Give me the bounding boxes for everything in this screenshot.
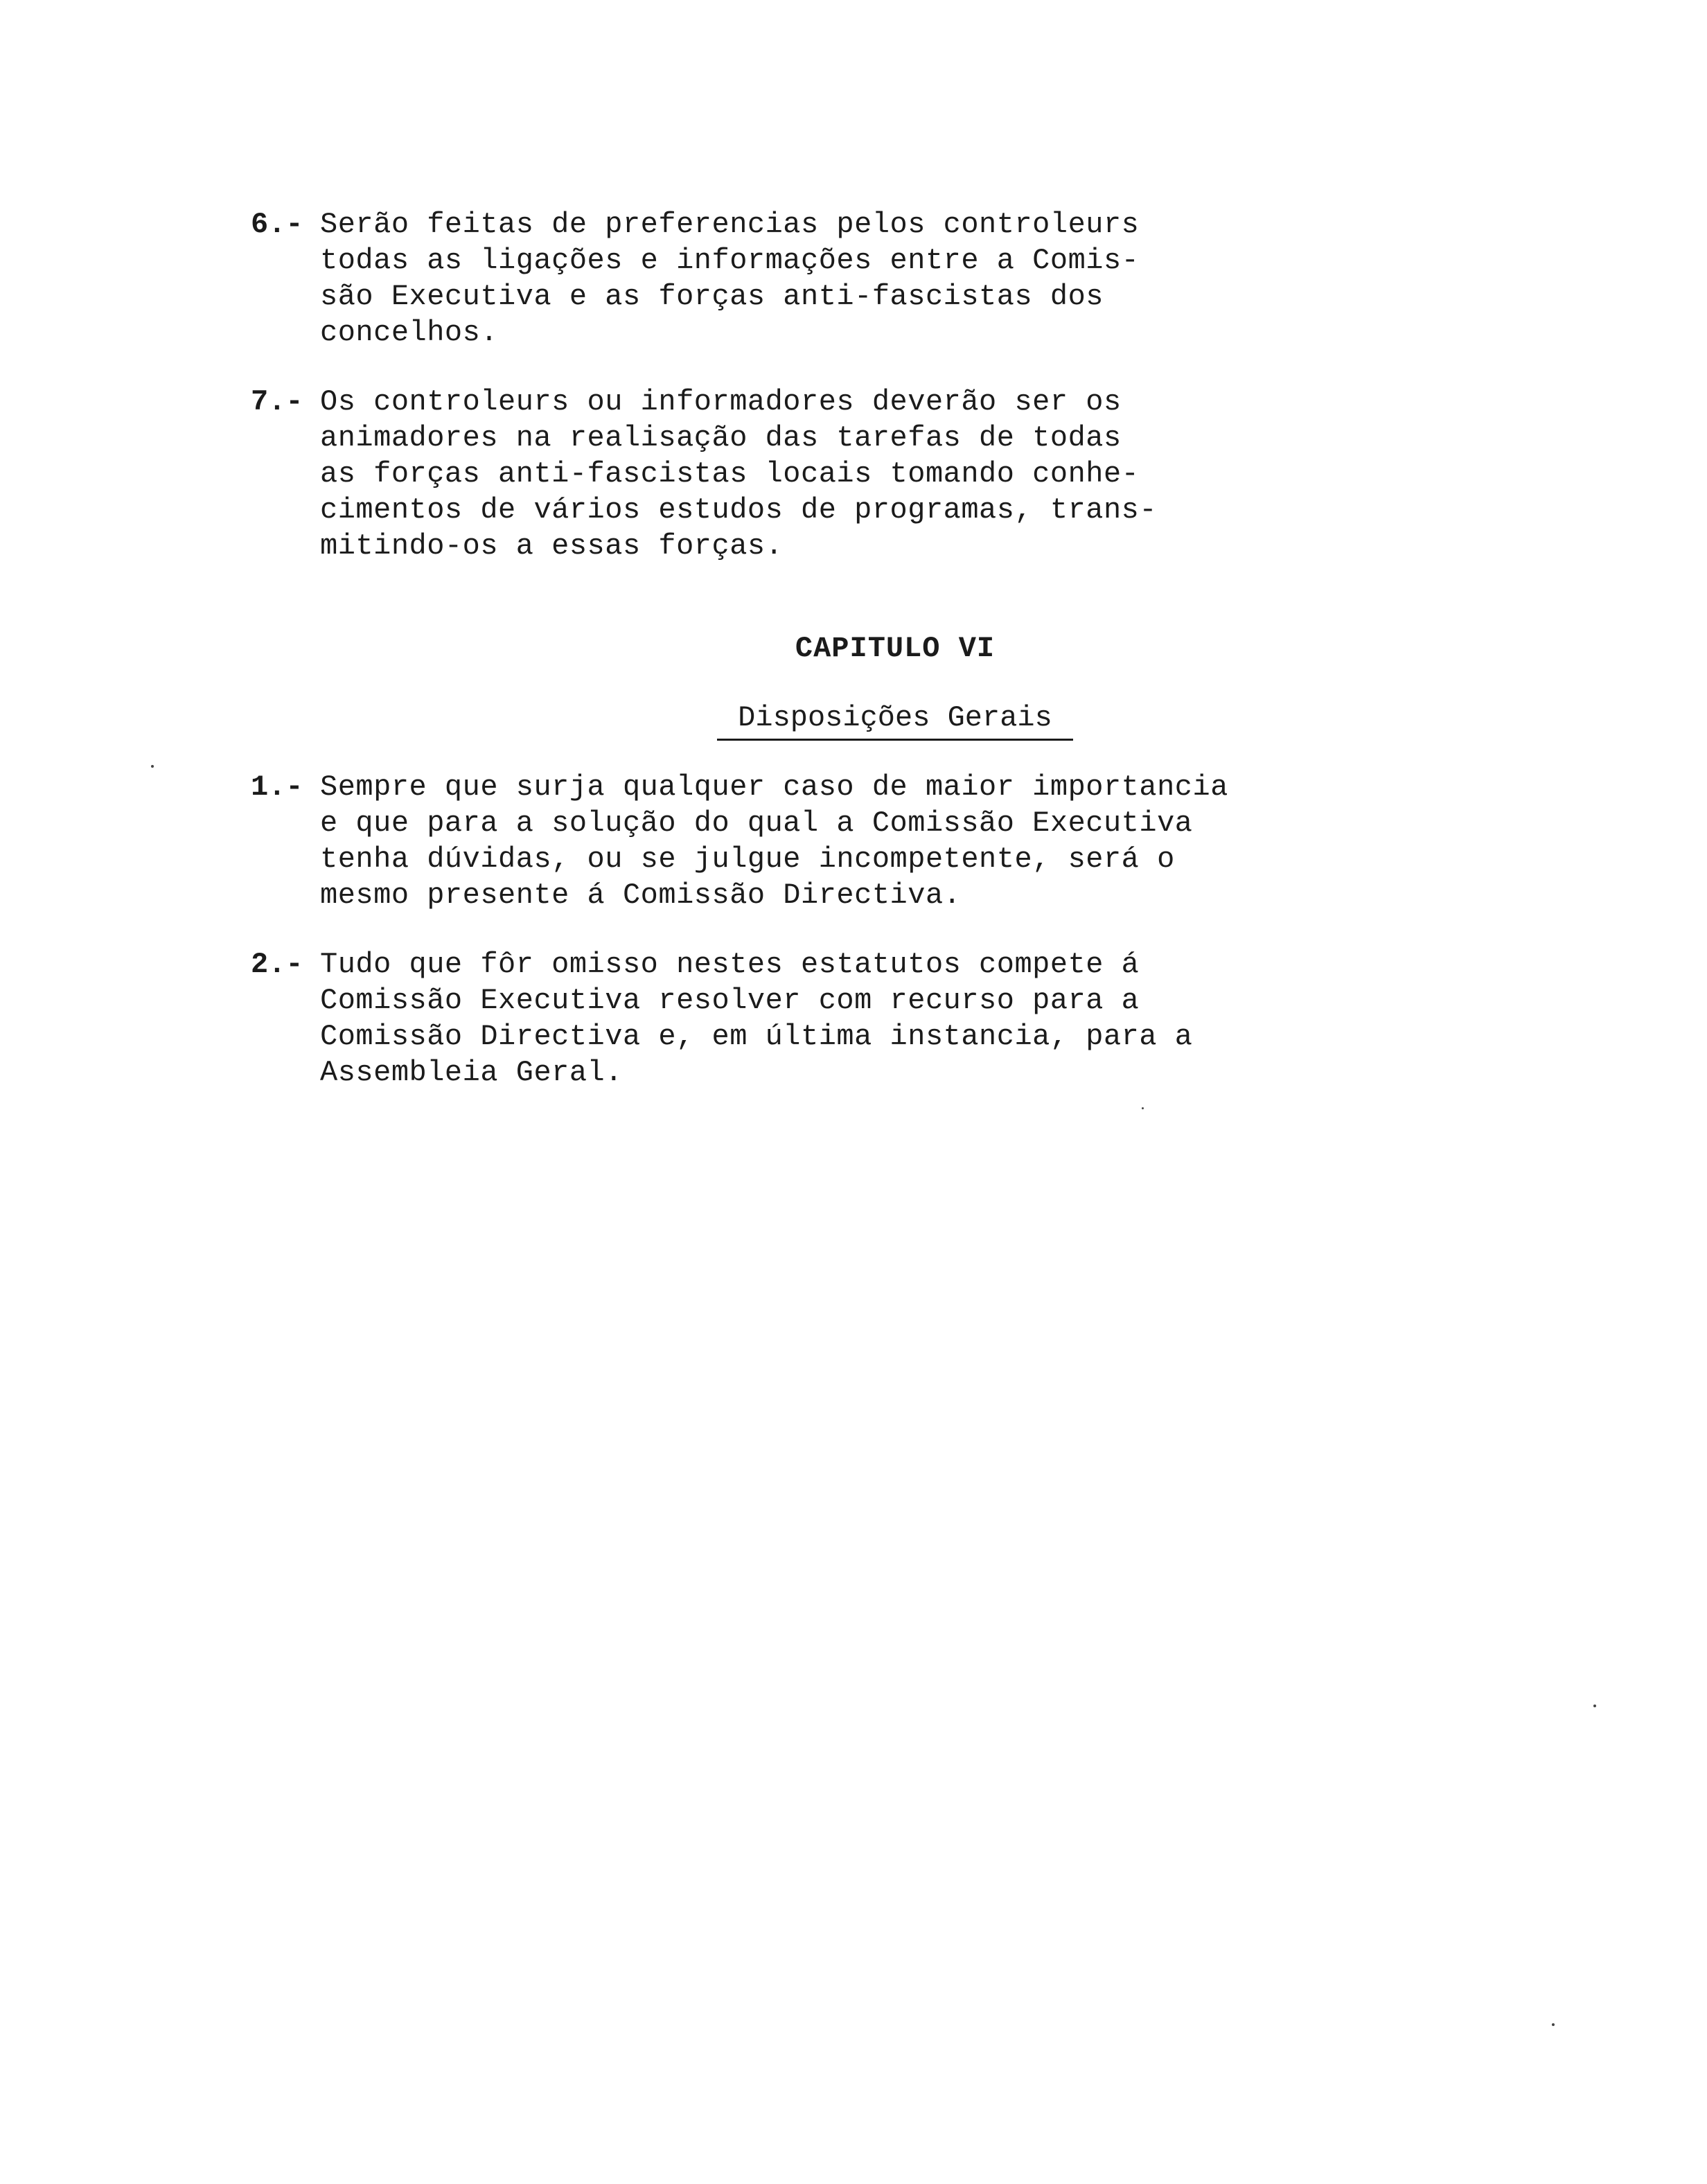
scan-speck xyxy=(151,765,154,768)
chapter-heading: CAPITULO VI xyxy=(795,632,996,665)
article-6 xyxy=(251,206,1248,351)
general-provision-2 xyxy=(251,946,1248,1091)
text-line: Sempre que surja qualquer caso de maior importancia xyxy=(320,770,1228,804)
section-title xyxy=(0,700,1707,741)
text-line: mitindo-os a essas forças. xyxy=(320,529,784,563)
text-line: concelhos. xyxy=(320,316,499,349)
text-line: todas as ligações e informações entre a Comis- xyxy=(320,244,1140,277)
article-number: 1.- xyxy=(251,770,303,804)
text-line: Comissão Directiva e, em última instancia, para a xyxy=(320,1020,1193,1053)
article-number: 2.- xyxy=(251,948,303,981)
text-line: as forças anti-fascistas locais tomando conhe- xyxy=(320,457,1140,491)
text-line: Assembleia Geral. xyxy=(320,1056,623,1089)
text-line: Serão feitas de preferencias pelos controleurs xyxy=(320,208,1140,241)
general-provision-1 xyxy=(251,769,1248,913)
text-line: Comissão Executiva resolver com recurso para a xyxy=(320,984,1140,1017)
scan-speck xyxy=(1142,1107,1144,1109)
section-title-text: Disposições Gerais xyxy=(717,700,1073,741)
text-line: Os controleurs ou informadores deverão ser os xyxy=(320,385,1122,419)
text-line: são Executiva e as forças anti-fascistas dos xyxy=(320,280,1104,313)
text-line: e que para a solução do qual a Comissão Executiva xyxy=(320,807,1193,840)
text-line: Tudo que fôr omisso nestes estatutos compete á xyxy=(320,948,1140,981)
scan-speck xyxy=(1552,2023,1555,2026)
text-line: animadores na realisação das tarefas de todas xyxy=(320,421,1122,455)
scan-speck xyxy=(1593,1705,1596,1707)
article-number: 7.- xyxy=(251,385,303,419)
text-line: mesmo presente á Comissão Directiva. xyxy=(320,879,962,912)
text-line: tenha dúvidas, ou se julgue incompetente, será o xyxy=(320,843,1175,876)
text-line: cimentos de vários estudos de programas, trans- xyxy=(320,493,1158,527)
article-number: 6.- xyxy=(251,208,303,241)
article-7 xyxy=(251,384,1248,564)
